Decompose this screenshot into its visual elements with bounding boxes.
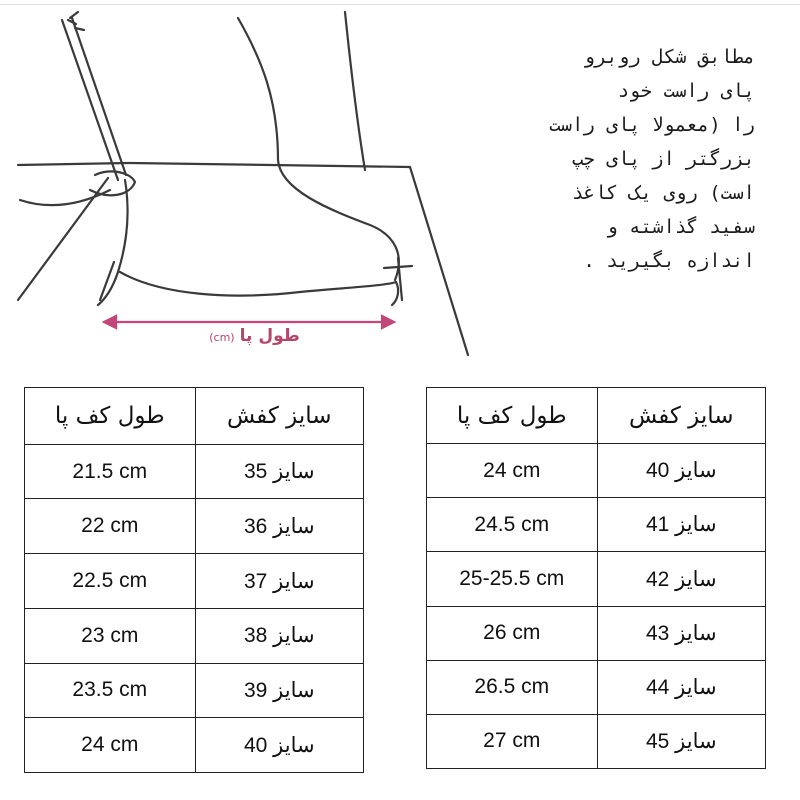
- foot-length-value: 23 cm: [81, 623, 139, 647]
- shoe-size-cell: سایز 39: [195, 663, 363, 718]
- finger-lines: [68, 12, 84, 30]
- header-foot-length: طول کف پا: [427, 388, 598, 444]
- shoe-size-cell: سایز 40: [597, 444, 765, 498]
- foot-length-value: 24.5 cm: [474, 512, 550, 536]
- leg-back: [345, 12, 365, 170]
- shoe-size-cell: سایز 41: [597, 498, 765, 552]
- header-shoe-size: سایز کفش: [597, 388, 765, 444]
- foot-length-cell: [25, 499, 196, 554]
- shoe-size-cell: سایز 45: [597, 714, 765, 768]
- instruction-line: اندازه بگیرید .: [583, 250, 755, 272]
- hand: [90, 171, 135, 195]
- foot-length-cell: [427, 552, 598, 606]
- foot-measure-illustration: [0, 0, 480, 365]
- table-header-row: [427, 388, 766, 444]
- foot-length-cell: [25, 554, 196, 609]
- header-shoe-size: سایز کفش: [195, 388, 363, 445]
- table-row: [25, 444, 364, 499]
- table-row: [427, 714, 766, 768]
- shoe-size-cell: سایز 35: [195, 444, 363, 499]
- measuring-instructions: [455, 40, 755, 278]
- foot-toe: [98, 180, 128, 305]
- pencil-inner: [72, 18, 126, 175]
- size-table-right: [426, 387, 766, 769]
- foot-sole: [120, 272, 396, 296]
- table-row: [427, 552, 766, 606]
- foot-length-cell: [427, 606, 598, 660]
- foot-length-value: 26 cm: [483, 621, 541, 645]
- measure-arrow-head-right: [382, 316, 394, 328]
- foot-length-cell: [25, 663, 196, 718]
- instruction-line: پای راست خود: [617, 80, 755, 102]
- foot-length-value: 26.5 cm: [474, 675, 550, 699]
- instruction-line: بزرگتر از پای چپ: [571, 148, 755, 170]
- table-row: [427, 444, 766, 498]
- shoe-size-cell: سایز 36: [195, 499, 363, 554]
- table-row: [427, 606, 766, 660]
- shoe-size-cell: سایز 43: [597, 606, 765, 660]
- table-row: [25, 554, 364, 609]
- instruction-line: مطابق شکل روبرو: [583, 46, 755, 68]
- table-row: [25, 499, 364, 554]
- arrow-label-unit: (cm): [209, 331, 235, 344]
- foot-length-value: 24 cm: [483, 458, 541, 482]
- foot-length-cell: [25, 608, 196, 663]
- foot-length-value: 22 cm: [81, 514, 139, 538]
- foot-length-cell: [25, 718, 196, 773]
- shoe-size-cell: سایز 44: [597, 660, 765, 714]
- arrow-label: [195, 326, 310, 356]
- foot-length-value: 27 cm: [483, 729, 541, 753]
- foot-length-cell: [427, 498, 598, 552]
- foot-length-cell: [25, 444, 196, 499]
- foot-length-value: 23.5 cm: [72, 678, 148, 702]
- foot-length-cell: [427, 714, 598, 768]
- instruction-line: سفید گذاشته و: [606, 216, 755, 238]
- paper-sheet: [18, 163, 410, 167]
- foot-length-value: 21.5 cm: [72, 459, 148, 483]
- table-row: [25, 608, 364, 663]
- table-row: [427, 498, 766, 552]
- instruction-line: را (معمولا پای راست: [549, 114, 755, 136]
- arrow-label-text: طول پا: [239, 326, 300, 346]
- tick-right-2: [384, 266, 412, 268]
- measure-arrow-head-left: [104, 316, 116, 328]
- table-row: [25, 663, 364, 718]
- shoe-size-cell: سایز 38: [195, 608, 363, 663]
- foot-length-value: 22.5 cm: [72, 569, 148, 593]
- foot-length-cell: [427, 444, 598, 498]
- table-row: [427, 660, 766, 714]
- instruction-line: است) روی یک کاغذ: [571, 182, 755, 204]
- table-header-row: [25, 388, 364, 445]
- shoe-size-cell: سایز 40: [195, 718, 363, 773]
- foot-length-value: 25-25.5 cm: [459, 567, 565, 591]
- size-table-left: [24, 387, 364, 773]
- pencil: [62, 20, 118, 180]
- table-row: [25, 718, 364, 773]
- foot-heel: [392, 282, 398, 305]
- leg-outline: [238, 18, 399, 280]
- foot-length-cell: [427, 660, 598, 714]
- foot-length-value: 24 cm: [81, 733, 139, 757]
- header-foot-length: طول کف پا: [25, 388, 196, 445]
- shoe-size-cell: سایز 37: [195, 554, 363, 609]
- shoe-size-cell: سایز 42: [597, 552, 765, 606]
